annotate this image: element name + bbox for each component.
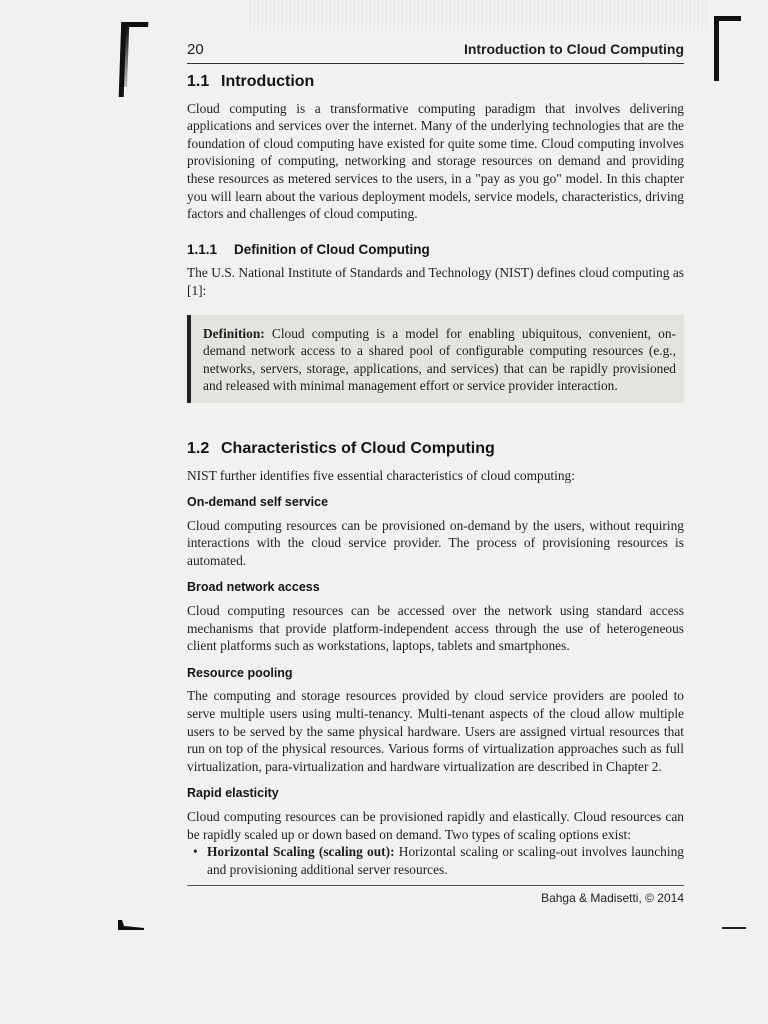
subsection-number: 1.1.1 — [187, 241, 218, 257]
section-title: Characteristics of Cloud Computing — [221, 439, 495, 457]
definition-box — [187, 315, 684, 403]
definition-intro: The U.S. National Institute of Standards and Technology (NIST) defines cloud computing as [1]: — [187, 265, 684, 298]
list-item-text: Horizontal scaling or scaling-out involves launching and provisioning additional server resources. — [207, 844, 684, 877]
section-heading-introduction — [187, 73, 684, 91]
crop-mark-top-left — [119, 22, 149, 97]
scaling-list — [187, 843, 684, 878]
subsection-heading-definition — [187, 241, 684, 259]
paragraph-broad-network: Cloud computing resources can be accessed over the network using standard access mechanisms that provide platform-independent access through the use of heterogeneous client platforms such as workstations, laptops, tablets and smartphones. — [187, 603, 684, 654]
heading-broad-network: Broad network access — [187, 580, 320, 595]
page-body — [187, 70, 684, 878]
list-item-label: Horizontal Scaling (scaling out): — [207, 844, 395, 860]
bullet-icon: • — [193, 844, 198, 860]
section-title: Introduction — [221, 73, 315, 90]
definition-label: Definition: — [203, 325, 265, 341]
running-title: Introduction to Cloud Computing — [463, 41, 684, 57]
paragraph-on-demand: Cloud computing resources can be provisioned on-demand by the users, without requiring interactions with the cloud service provider. The process of provisioning resources is automated. — [187, 517, 684, 568]
copyright-credit: Bahga & Madisetti, © 2014 — [541, 891, 684, 905]
page-number: 20 — [187, 41, 204, 58]
page-footer — [187, 885, 684, 905]
definition-paragraph — [203, 325, 676, 395]
characteristics-intro: NIST further identifies five essential characteristics of cloud computing: — [187, 467, 575, 483]
paragraph-resource-pooling: The computing and storage resources provided by cloud service providers are pooled to serve multiple users using multi-tenancy. Multi-tenant aspects of the cloud allow multiple users to be served by the same physical hardware. Users are assigned virtual resources that run on top of the physical resources. Various forms of virtualization approaches such as full virtualization, para-virtualization and hardware virtualization are described in Chapter 2. — [187, 688, 684, 774]
section-number: 1.2 — [187, 439, 210, 457]
list-item — [193, 843, 684, 878]
subsection-title: Definition of Cloud Computing — [234, 241, 430, 257]
heading-rapid-elasticity: Rapid elasticity — [187, 786, 279, 801]
heading-resource-pooling: Resource pooling — [187, 665, 293, 680]
definition-text: Cloud computing is a model for enabling ubiquitous, convenient, on-demand network access to a shared pool of configurable computing resources (e.g., networks, servers, storage, applications, and services) that can be rapidly provisioned and released with minimal management effort or service provider interaction. — [203, 325, 676, 394]
heading-on-demand: On-demand self service — [187, 495, 329, 510]
crop-mark-bottom-right — [722, 927, 746, 929]
paragraph-rapid-elasticity: Cloud computing resources can be provisioned rapidly and elastically. Cloud resources can be rapidly scaled up or down based on demand. Two types of scaling options exist: — [187, 809, 684, 842]
scan-artifact — [250, 0, 710, 30]
page-header — [187, 41, 684, 64]
section-heading-characteristics — [187, 440, 684, 458]
section-number: 1.1 — [187, 73, 210, 90]
intro-paragraph: Cloud computing is a transformative computing paradigm that involves delivering applications and services over the internet. Many of the underlying technologies that are the foundation of cloud computing have existed for quite some time. Cloud computing involves provisioning of computing, networking and storage resources on demand and providing these resources as metered services to the users, in a "pay as you go" model. In this chapter you will learn about the various deployment models, service models, characteristics, driving factors and challenges of cloud computing. — [187, 100, 684, 222]
crop-mark-top-right — [714, 16, 741, 81]
crop-mark-bottom-left — [118, 920, 144, 930]
